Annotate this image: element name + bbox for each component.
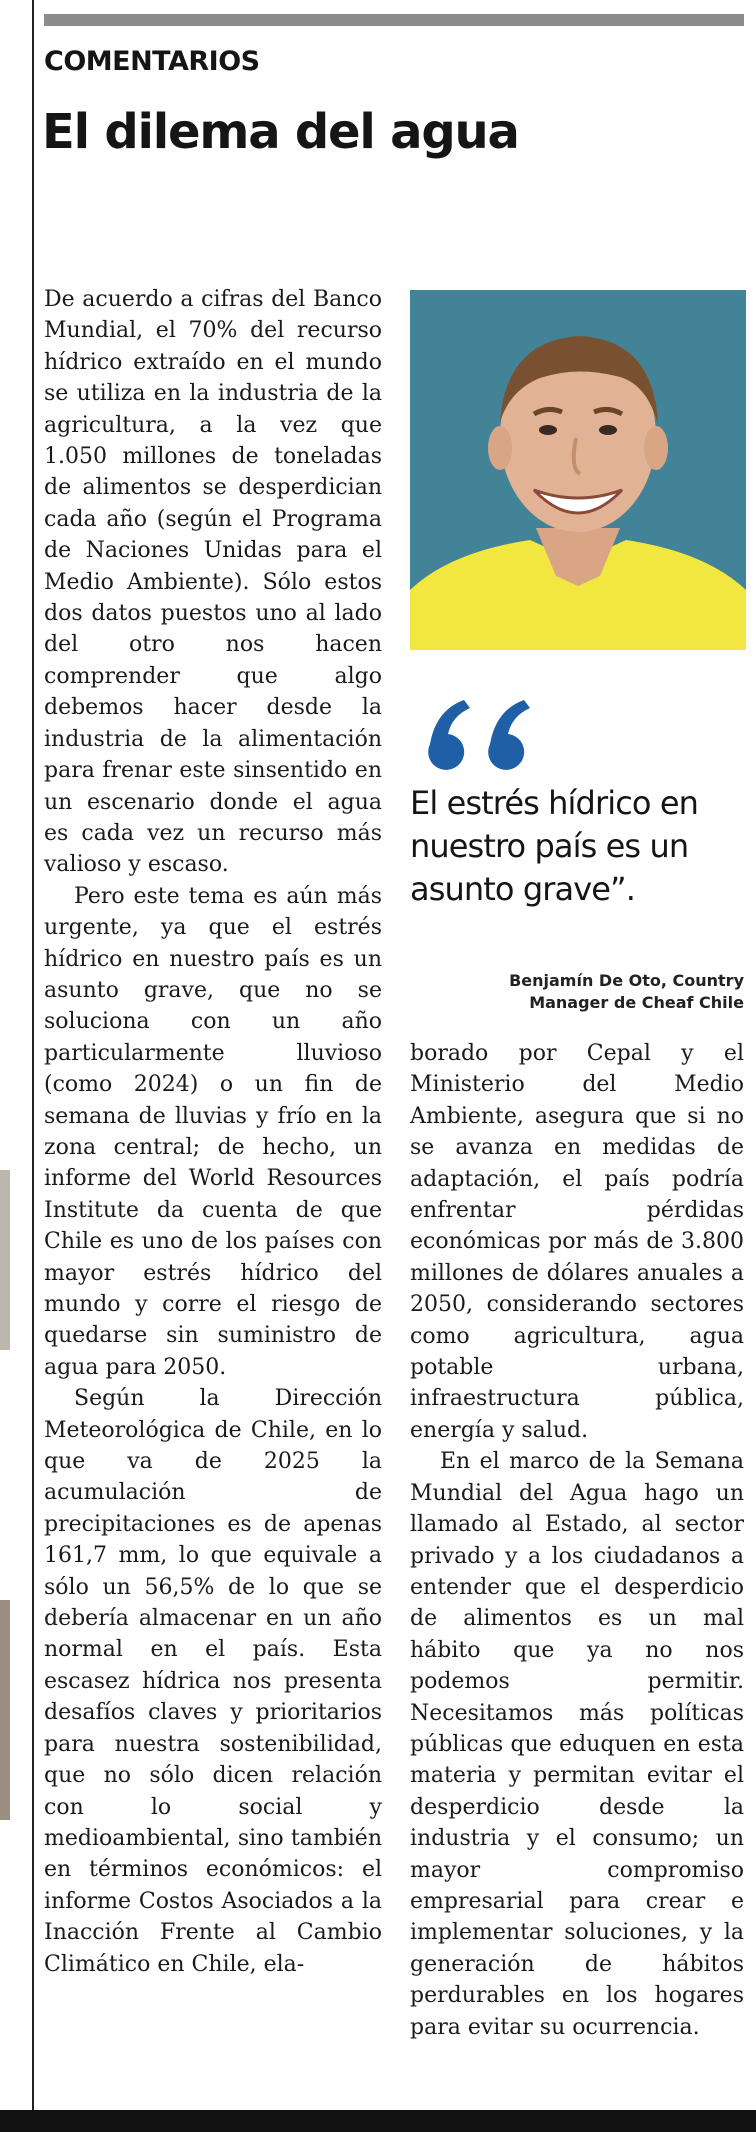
byline-name: Benjamín De Oto, Country (509, 971, 744, 990)
adjacent-article-edge (0, 1170, 10, 1350)
quote-mark-icon (412, 680, 542, 790)
column-divider-line (32, 0, 34, 2132)
author-photo (410, 290, 746, 650)
paragraph: Pero este tema es aún más urgente, ya que el estrés hídrico en nuestro país es un asunto grave, que no se soluciona con un año particularmente lluvioso (como 2024) o un fin de semana de lluvias y frío en la zona central; de hecho, un informe del World Resources Institute da cuenta de que Chile es uno de los países con mayor estrés hídrico del mundo y corre el riesgo de quedarse sin suministro de agua para 2050. (44, 883, 382, 1380)
author-portrait-illustration (410, 290, 746, 650)
paragraph: borado por Cepal y el Ministerio del Medio Ambiente, asegura que si no se avanza en medidas de adaptación, el país podría enfrentar pérdidas económicas por más de 3.800 millones de dólares anuales a 2050, considerando sectores como agricultura, agua potable urbana, infraestructura pública, energía y salud. (410, 1041, 744, 1443)
body-column-1 (44, 284, 382, 1980)
byline-role: Manager de Cheaf Chile (529, 993, 744, 1012)
adjacent-article-edge (0, 1600, 10, 1820)
section-label: COMENTARIOS (44, 46, 260, 77)
paragraph: En el marco de la Semana Mundial del Agua hago un llamado al Estado, al sector privado y a los ciudadanos a entender que el desperdicio de alimentos es un mal hábito que ya no nos podemos permitir. Necesitamos más políticas públicas que eduquen en esta materia y permitan evitar el desperdicio desde la industria y el consumo; un mayor compromiso empresarial para crear e implementar soluciones, y la generación de hábitos perdurables en los hogares para evitar su ocurrencia. (410, 1449, 744, 2040)
bottom-rule (0, 2110, 756, 2132)
pull-quote: El estrés hídrico en nuestro país es un asunto grave”. (410, 784, 699, 908)
body-column-2 (410, 1038, 744, 2043)
author-byline (410, 970, 744, 1014)
top-rule (44, 14, 744, 26)
paragraph: Según la Dirección Meteorológica de Chile, en lo que va de 2025 la acumulación de precipitaciones es de apenas 161,7 mm, lo que equivale a sólo un 56,5% de lo que se debería almacenar en un año normal en el país. Esta escasez hídrica nos presenta desafíos claves y prioritarios para nuestra sostenibilidad, que no sólo dicen relación con lo social y medioambiental, sino también en términos económicos: el informe Costos Asociados a la Inacción Frente al Cambio Climático en Chile, ela- (44, 1386, 382, 1977)
article-headline: El dilema del agua (42, 104, 519, 160)
paragraph: De acuerdo a cifras del Banco Mundial, el 70% del recurso hídrico extraído en el mundo se utiliza en la industria de la agricultura, a la vez que 1.050 millones de toneladas de alimentos se desperdician cada año (según el Programa de Naciones Unidas para el Medio Ambiente). Sólo estos dos datos puestos uno al lado del otro nos hacen comprender que algo debemos hacer desde la industria de la alimentación para frenar este sinsentido en un escenario donde el agua es cada vez un recurso más valioso y escaso. (44, 287, 382, 878)
